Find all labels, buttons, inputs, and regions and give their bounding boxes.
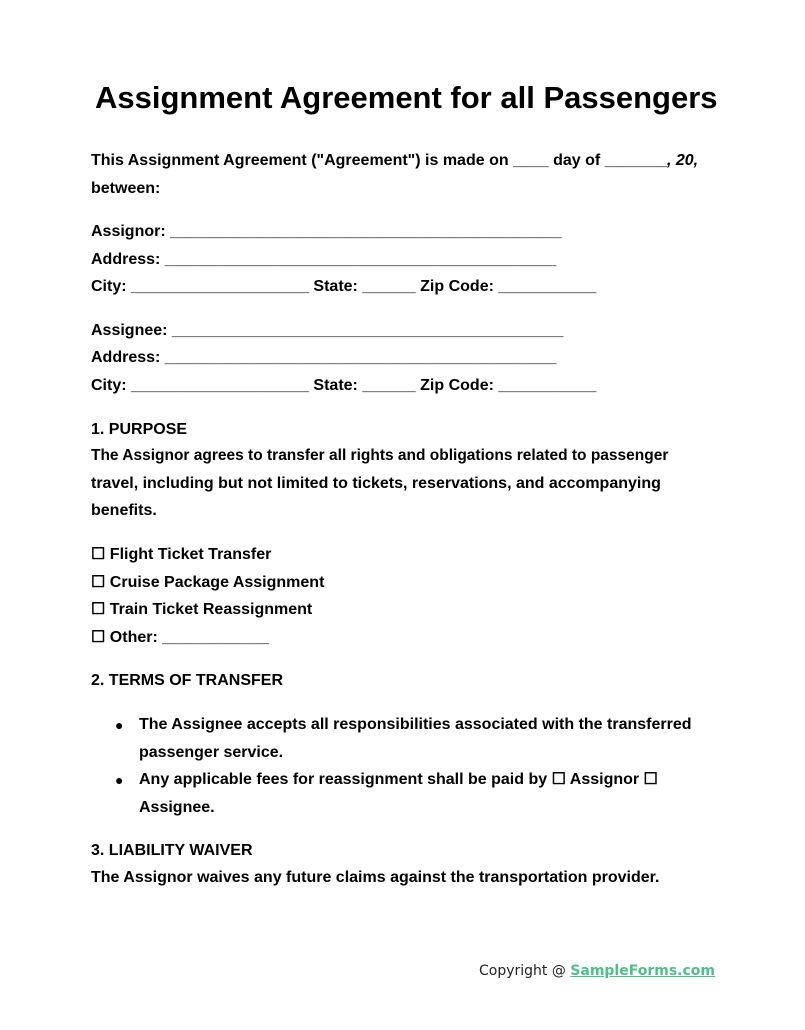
assignor-address-field: Address: ____________________________________________ [91,251,557,268]
purpose-text-2: travel, including but not limited to tickets, reservations, and accompanying [91,475,661,492]
purpose-text-1: The Assignor agrees to transfer all rights and obligations related to passenger [91,447,669,464]
assignee-name-field: Assignee: ____________________________________________ [91,322,564,339]
intro-line-2: between: [91,180,161,197]
document-title: Assignment Agreement for all Passengers [95,80,718,115]
assignee-address-field: Address: ____________________________________________ [91,349,557,366]
intro-line-1 [91,151,698,171]
bullet-icon: ● [115,772,124,788]
intro-text: This Assignment Agreement ("Agreement") is made on ____ day of _______ [91,152,667,169]
liability-text: The Assignor waives any future claims against the transportation provider. [91,869,660,886]
checkbox-flight-ticket[interactable]: ☐ Flight Ticket Transfer [91,546,272,563]
checkbox-other[interactable]: ☐ Other: ____________ [91,629,270,646]
checkbox-cruise-package[interactable]: ☐ Cruise Package Assignment [91,574,325,591]
assignor-city-state-zip: City: ____________________ State: ______ Zip Code: ___________ [91,278,597,295]
bullet-icon: ● [115,717,124,733]
purpose-text-3: benefits. [91,502,157,519]
assignor-name-field: Assignor: ____________________________________________ [91,223,562,240]
sampleforms-link[interactable]: SampleForms.com [570,963,715,979]
intro-year: , 20, [666,152,699,169]
footer-copyright [479,963,715,979]
terms-heading: 2. TERMS OF TRANSFER [91,672,284,689]
purpose-heading: 1. PURPOSE [91,421,188,438]
assignee-city-state-zip: City: ____________________ State: ______ Zip Code: ___________ [91,377,597,394]
liability-heading: 3. LIABILITY WAIVER [91,842,253,859]
copyright-label: Copyright @ [478,963,571,979]
checkbox-train-ticket[interactable]: ☐ Train Ticket Reassignment [91,601,313,618]
